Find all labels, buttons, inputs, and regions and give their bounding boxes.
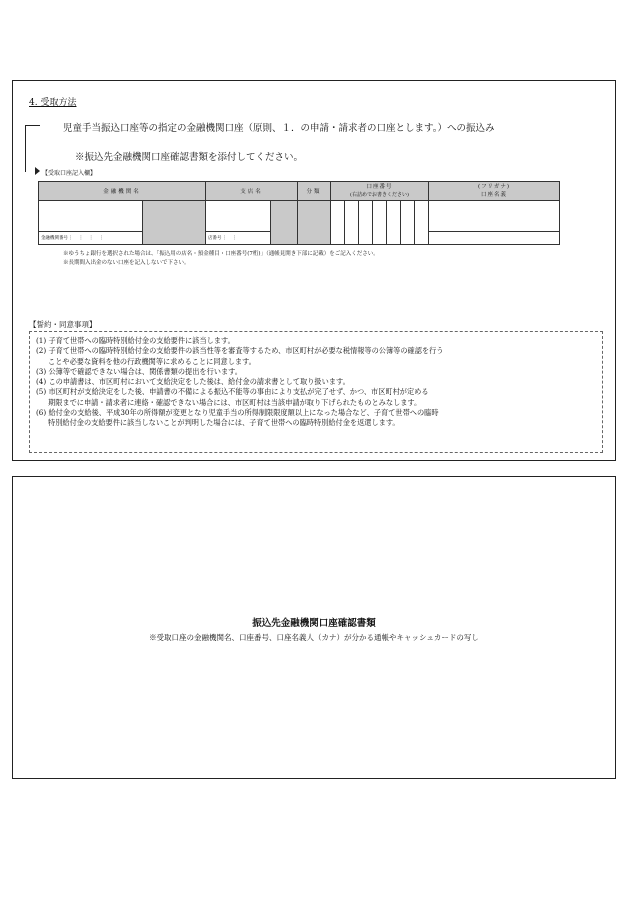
bank-type-field — [143, 201, 206, 245]
confirmation-document-box — [12, 476, 616, 779]
pledge-item: 期限までに申請・請求者に連絡・確認できない場合には、市区町村は当該申請が取り下げられたものとみなします。 — [48, 397, 422, 407]
pledge-item: (3) 公簿等で確認できない場合は、関係書類の提出を行います。 — [36, 366, 242, 376]
receipt-method-section — [12, 80, 616, 461]
bracket-line — [25, 125, 40, 172]
dormant-account-note: ※長期間入出金のない口座を記入しないで下さい。 — [63, 260, 190, 266]
account-number-note: (右詰めでお書きください) — [350, 192, 409, 198]
account-digit-7[interactable] — [415, 201, 429, 245]
confirmation-title: 振込先金融機関口座確認書類 — [252, 618, 376, 629]
branch-type-field — [271, 201, 298, 245]
branch-name-field[interactable] — [206, 201, 271, 232]
branch-code-label: 店番号 — [208, 236, 222, 241]
account-table — [38, 181, 560, 245]
account-digit-1[interactable] — [331, 201, 345, 245]
account-digit-6[interactable] — [401, 201, 415, 245]
pledge-title: 【誓約・同意事項】 — [29, 320, 97, 329]
attachment-note: ※振込先金融機関口座確認書類を添付してください。 — [75, 152, 304, 163]
category-header: 分類 — [298, 182, 331, 201]
account-number-header — [331, 182, 429, 201]
furigana-label: (フリガナ) — [477, 184, 511, 190]
confirmation-subtitle: ※受取口座の金融機関名、口座番号、口座名義人（カナ）が分かる通帳やキャッシュカードの写し — [149, 633, 479, 642]
pledge-item: (6) 給付金の支給後、平成30年の所得額が変更となり児童手当の所得制限限度額以上になった場合など、子育て世帯への臨時 — [36, 408, 439, 418]
yucho-note: ※ゆうちょ銀行を選択された場合は、「振込用の店名・預金種目・口座番号(7桁)」（通帳見開き下部に記載）をご記入ください。 — [63, 251, 379, 257]
bank-name-header: 金融機関名 — [39, 182, 206, 201]
pledge-box — [29, 331, 603, 453]
bank-code-label: 金融機関番号 — [41, 236, 68, 241]
account-digit-2[interactable] — [345, 201, 359, 245]
pledge-item: (1) 子育て世帯への臨時特別給付金の支給要件に該当します。 — [36, 336, 235, 345]
branch-code-cell[interactable]: 店番号 ┆ ┆ — [206, 232, 271, 245]
furigana-field[interactable] — [429, 201, 560, 232]
bank-name-field[interactable] — [39, 201, 143, 232]
account-digit-3[interactable] — [359, 201, 373, 245]
holder-header — [429, 182, 560, 201]
holder-name-label: 口座名義 — [480, 192, 507, 198]
section-title: 4. 受取方法 — [29, 98, 77, 108]
category-field — [298, 201, 331, 245]
account-digit-4[interactable] — [373, 201, 387, 245]
account-entry-label: 【受取口座記入欄】 — [42, 170, 97, 177]
arrow-icon — [35, 167, 40, 175]
account-number-label: 口座番号 — [366, 184, 393, 190]
branch-name-header: 支店名 — [206, 182, 298, 201]
pledge-item: ことや必要な資料を他の行政機関等に求めることに同意します。 — [48, 356, 256, 366]
pledge-item: (2) 子育て世帯への臨時特別給付金の支給要件の該当性等を審査等するため、市区町村が必要な税情報等の公簿等の確認を行う — [36, 346, 444, 356]
pledge-item: (4) この申請書は、市区町村において支給決定をした後は、給付金の請求書として取り扱います。 — [36, 377, 350, 387]
account-digit-5[interactable] — [387, 201, 401, 245]
holder-name-field[interactable] — [429, 232, 560, 245]
transfer-method-text: 児童手当振込口座等の指定の金融機関口座（原則、１．の申請・請求者の口座とします。）への振込み — [63, 123, 495, 134]
pledge-item: (5) 市区町村が支給決定をした後、申請書の不備による振込不能等の事由により支払が完了せず、かつ、市区町村が定める — [36, 387, 429, 397]
pledge-item: 特別給付金の支給要件に該当しないことが判明した場合には、子育て世帯への臨時特別給付金を返還します。 — [48, 418, 400, 428]
bank-code-cell[interactable]: 金融機関番号 ┆ ┆ ┆ ┆ — [39, 232, 143, 245]
